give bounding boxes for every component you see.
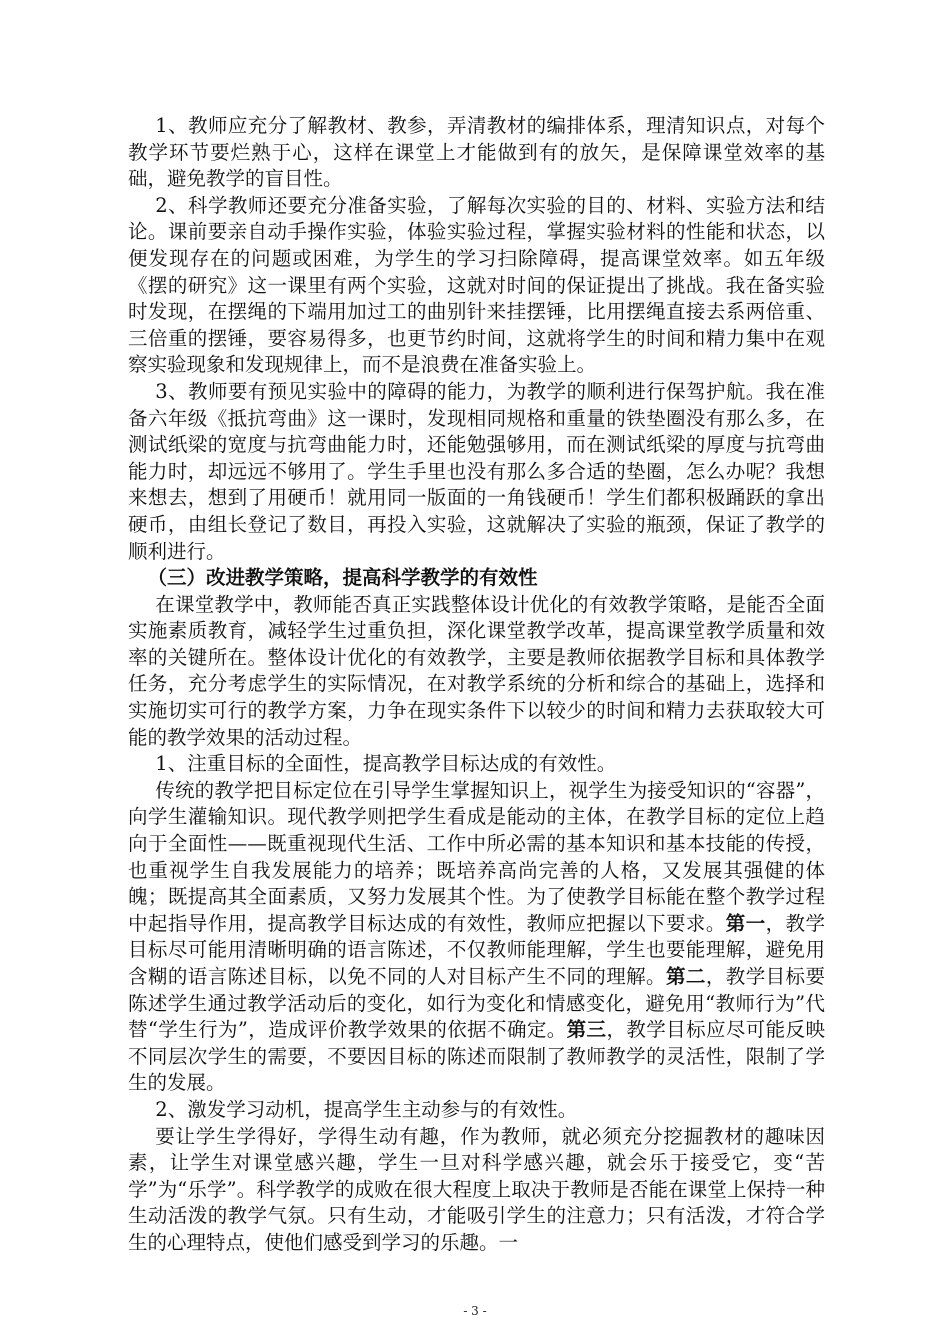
goals-second-text: ，教学目标要陈述学生通过教学活动后的变化，如行为变化和情感变化，避免用“教师行为”代替“学生行为”，造成评价教学效果的依据不确定。 (128, 965, 825, 1042)
bold-first: 第一 (725, 911, 766, 935)
goals-third-text: ，教学目标应尽可能反映不同层次学生的需要，不要因目标的陈述而限制了教师教学的灵活性，限制了学生的发展。 (128, 1018, 825, 1095)
bold-third: 第三 (566, 1018, 607, 1042)
section-heading: （三）改进教学策略，提高科学教学的有效性 (147, 566, 538, 590)
goals-first-text: ，教学目标尽可能用清晰明确的语言陈述，不仅教师能理解，学生也要能理解，避免用含糊的语言陈述目标，以免不同的人对目标产生不同的理解。 (128, 911, 825, 988)
paragraph-teaching-strategy: 在课堂教学中，教师能否真正实践整体设计优化的有效教学策略，是能否全面实施素质教育，减轻学生过重负担，深化课堂教学改革，提高课堂教学质量和效率的关键所在。整体设计优化的有效教学，主要是教师依据教学目标和具体教学任务，充分考虑学生的实际情况，在对教学系统的分析和综合的基础上，选择和实施切实可行的教学方案，力争在现实条件下以较少的时间和精力去获取较大可能的教学效果的活动过程。 (128, 592, 825, 749)
paragraph-experiment-preparation: 2、科学教师还要充分准备实验，了解每次实验的目的、材料、实验方法和结论。课前要亲自动手操作实验，体验实验过程，掌握实验材料的性能和状态，以便发现存在的问题或困难，为学生的学习扫除障碍，提高课堂效率。如五年级《摆的研究》这一课里有两个实验，这就对时间的保证提出了挑战。我在备实验时发现，在摆绳的下端用加过工的曲别针来挂摆锤，比用摆绳直接去系两倍重、三倍重的摆锤，要容易得多，也更节约时间，这就将学生的时间和精力集中在观察实验现象和发现规律上，而不是浪费在准备实验上。 (128, 193, 825, 377)
bold-second: 第二 (665, 965, 706, 988)
paragraph-anticipate-obstacles: 3、教师要有预见实验中的障碍的能力，为教学的顺利进行保驾护航。我在准备六年级《抵抗弯曲》这一课时，发现相同规格和重量的铁垫圈没有那么多，在测试纸梁的宽度与抗弯曲能力时，还能勉强够用，而在测试纸梁的厚度与抗弯曲能力时，却远远不够用了。学生手里也没有那么多合适的垫圈，怎么办呢？我想来想去，想到了用硬币！就用同一版面的一角钱硬币！学生们都积极踊跃的拿出硬币，由组长登记了数目，再投入实验，这就解决了实验的瓶颈，保证了教学的顺利进行。 (128, 379, 825, 563)
document-body (128, 113, 825, 1257)
paragraph-teaching-goals (128, 778, 825, 1097)
page-number: - 3 - (463, 1304, 487, 1318)
paragraph-interest: 要让学生学得好，学得生动有趣，作为教师，就必须充分挖掘教材的趣味因素，让学生对课堂感兴趣，学生一旦对科学感兴趣，就会乐于接受它，变“苦学”为“乐学”。科学教学的成败在很大程度上取决于教师是否能在课堂上保持一种生动活泼的教学气氛。只有生动，才能吸引学生的注意力；只有活泼，才符合学生的心理特点，使他们感受到学习的乐趣。一 (128, 1124, 825, 1254)
goals-intro-text: 传统的教学把目标定位在引导学生掌握知识上，视学生为接受知识的“容器”，向学生灌输知识。现代教学则把学生看成是能动的主体，在教学目标的定位上趋向于全面性——既重视现代生活、工作中所必需的基本知识和基本技能的传授，也重视学生自我发展能力的培养；既培养高尚完善的人格，又发展其强健的体魄；既提高其全面素质，又努力发展其个性。为了使教学目标能在整个教学过程中起指导作用，提高教学目标达成的有效性，教师应把握以下要求。 (128, 778, 825, 935)
subheading-goal-comprehensiveness: 1、注重目标的全面性，提高教学目标达成的有效性。 (155, 752, 617, 776)
paragraph-teaching-material: 1、教师应充分了解教材、教参，弄清教材的编排体系，理清知识点，对每个教学环节要烂熟于心，这样在课堂上才能做到有的放矢，是保障课堂效率的基础，避免教学的盲目性。 (128, 114, 825, 191)
subheading-learning-motivation: 2、激发学习动机，提高学生主动参与的有效性。 (155, 1097, 578, 1121)
